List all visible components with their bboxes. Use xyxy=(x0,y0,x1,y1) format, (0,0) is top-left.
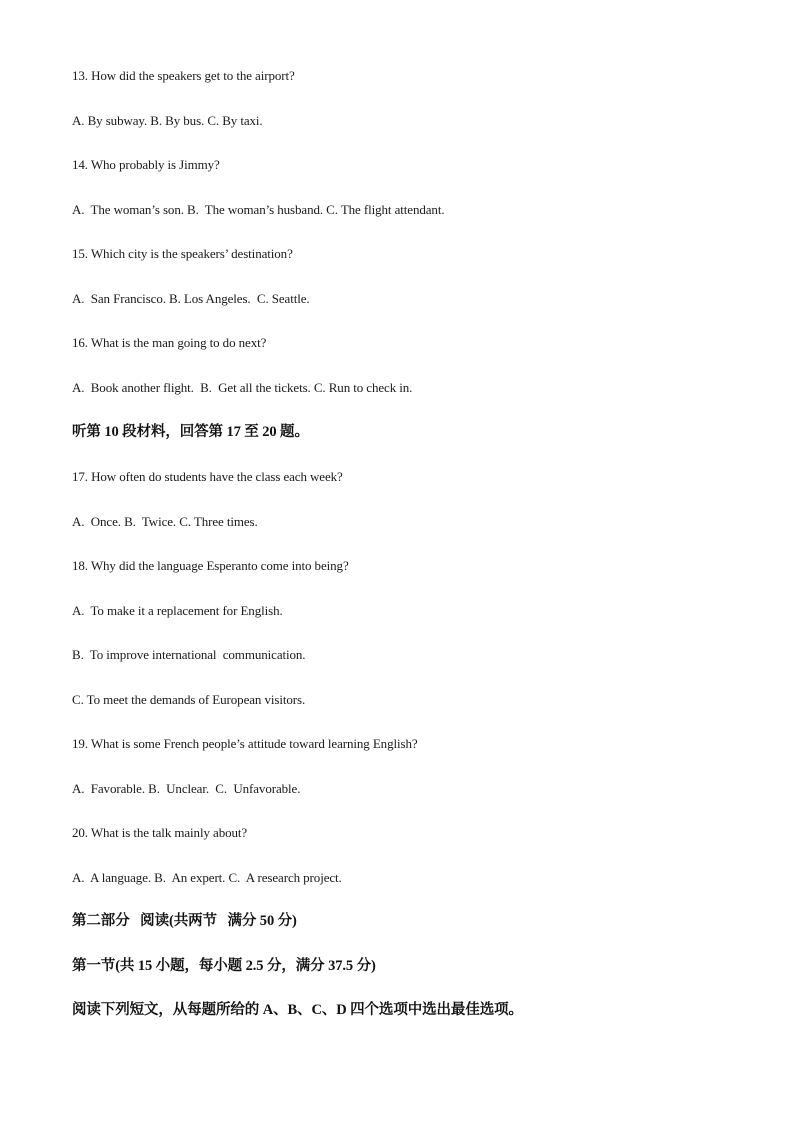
question-20-options: A. A language. B. An expert. C. A research project. xyxy=(72,870,342,885)
part-2-heading: 第二部分 阅读(共两节 满分 50 分) xyxy=(72,913,297,929)
question-17-options: A. Once. B. Twice. C. Three times. xyxy=(72,514,258,529)
section-10-instruction: 听第 10 段材料，回答第 17 至 20 题。 xyxy=(72,424,309,440)
question-18-option-c: C. To meet the demands of European visitors. xyxy=(72,692,306,707)
question-18-option-a: A. To make it a replacement for English. xyxy=(72,603,283,618)
question-14-options: A. The woman’s son. B. The woman’s husband. C. The flight attendant. xyxy=(72,202,445,217)
question-14-stem: 14. Who probably is Jimmy? xyxy=(72,157,220,172)
part-2-section-1-heading: 第一节(共 15 小题，每小题 2.5 分，满分 37.5 分) xyxy=(72,958,376,974)
question-19-options: A. Favorable. B. Unclear. C. Unfavorable. xyxy=(72,781,301,796)
question-18-stem: 18. Why did the language Esperanto come into being? xyxy=(72,558,349,573)
question-13-options: A. By subway. B. By bus. C. By taxi. xyxy=(72,113,263,128)
reading-instruction: 阅读下列短文，从每题所给的 A、B、C、D 四个选项中选出最佳选项。 xyxy=(72,1002,523,1018)
question-16-stem: 16. What is the man going to do next? xyxy=(72,335,267,350)
question-17-stem: 17. How often do students have the class each week? xyxy=(72,469,343,484)
question-13-stem: 13. How did the speakers get to the airport? xyxy=(72,68,295,83)
question-16-options: A. Book another flight. B. Get all the tickets. C. Run to check in. xyxy=(72,380,413,395)
question-18-option-b: B. To improve international communication. xyxy=(72,647,306,662)
question-15-stem: 15. Which city is the speakers’ destination? xyxy=(72,246,293,261)
question-19-stem: 19. What is some French people’s attitude toward learning English? xyxy=(72,736,418,751)
question-15-options: A. San Francisco. B. Los Angeles. C. Seattle. xyxy=(72,291,310,306)
question-20-stem: 20. What is the talk mainly about? xyxy=(72,825,248,840)
